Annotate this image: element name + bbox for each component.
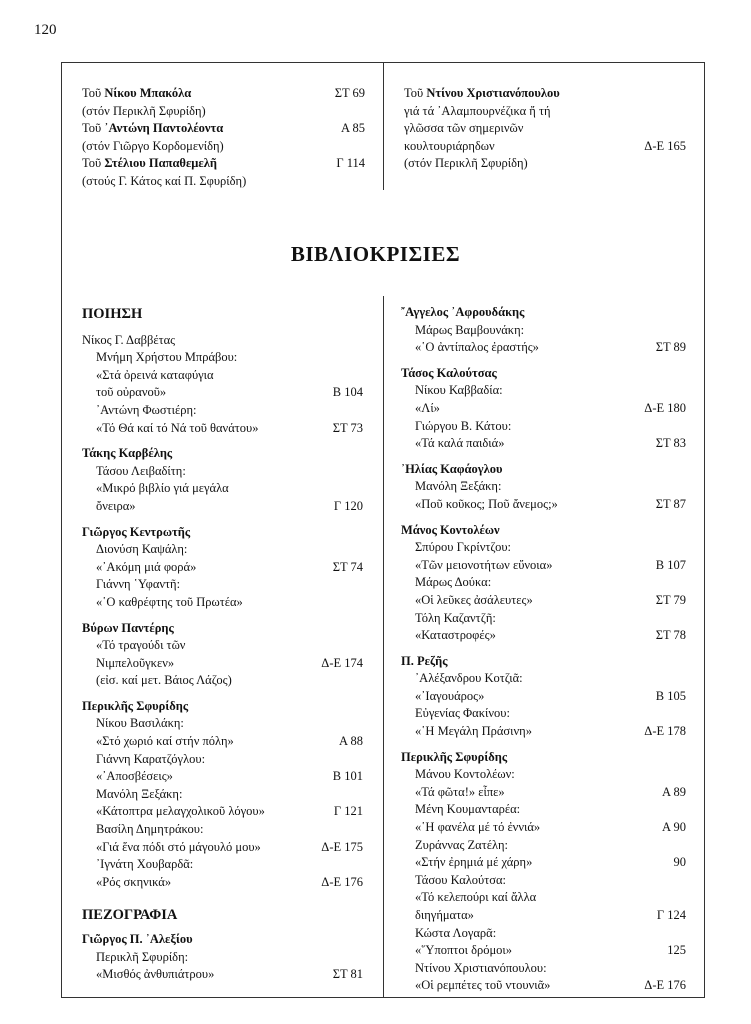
- issue-reference: Δ-Ε 175: [321, 839, 363, 854]
- entry-row: [401, 574, 686, 592]
- dedication-text: (στόν Περικλῆ Σφυρίδη): [404, 156, 528, 171]
- entry-row: [401, 960, 686, 978]
- page-title: ΒΙΒΛΙΟΚΡΙΣΙΕΣ: [290, 242, 461, 266]
- entry-row: [401, 478, 686, 496]
- entry-row: [82, 498, 363, 516]
- issue-reference: Δ-Ε 176: [321, 874, 363, 889]
- entry-row: [401, 854, 686, 872]
- entry-row: [82, 821, 363, 839]
- entry-row: [401, 942, 686, 960]
- reviewed-work: «Καταστροφές»: [415, 628, 496, 643]
- reviewed-work: Διονύση Καψάλη:: [96, 542, 188, 557]
- entry-row: [82, 402, 363, 420]
- entry-row: [401, 907, 686, 925]
- reviewer-name: Περικλῆς Σφυρίδης: [401, 749, 508, 764]
- reviewer-name: Βύρων Παντέρης: [82, 620, 174, 635]
- dedication-text: (στόν Περικλῆ Σφυρίδη): [82, 103, 206, 118]
- reviewer-name: Γιῶργος Κεντρωτῆς: [82, 524, 191, 539]
- left-column: [82, 306, 363, 984]
- entry-row: [401, 784, 686, 802]
- reviewed-work: Σπύρου Γκρίντζου:: [415, 540, 512, 555]
- entry-row: [404, 103, 686, 121]
- top-column-divider: [383, 62, 384, 190]
- entry-row: [82, 803, 363, 821]
- section-heading-prose: ΠΕΖΟΓΡΑΦΙΑ: [82, 907, 178, 924]
- reviewed-work: Μένη Κουμανταρέα:: [415, 802, 521, 817]
- dedication-author: [404, 85, 686, 103]
- entry-row: [82, 715, 363, 733]
- reviewer-name: Περικλῆς Σφυρίδης: [82, 698, 189, 713]
- issue-reference: Α 88: [339, 734, 363, 749]
- entry-row: [401, 766, 686, 784]
- reviewed-work: «Στό χωριό καί στήν πόλη»: [96, 734, 234, 749]
- reviewed-work: «Οἱ ρεμπέτες τοῦ ντουνιᾶ»: [415, 978, 551, 993]
- entry-row: [401, 557, 686, 575]
- dedication-name: Ντίνου Χριστιανόπουλου: [426, 86, 560, 100]
- entry-row: [82, 559, 363, 577]
- reviewed-work: Νιμπελοῦγκεν»: [96, 655, 175, 670]
- reviewed-work: ὄνειρα»: [96, 498, 136, 513]
- reviewer-name: Μάνος Κοντολέων: [401, 522, 500, 537]
- dedication-author: [82, 155, 330, 173]
- reviewed-work: Μανόλη Ξεξάκη:: [415, 479, 502, 494]
- issue-reference: Γ 114: [336, 156, 365, 171]
- page-number: 120: [34, 22, 57, 38]
- issue-reference: ΣΤ 73: [332, 420, 363, 435]
- issue-reference: Δ-Ε 176: [644, 978, 686, 993]
- issue-reference: ΣΤ 83: [655, 436, 686, 451]
- reviewer-name: Νίκος Γ. Δαββέτας: [82, 332, 176, 347]
- entry-row: [82, 173, 365, 191]
- issue-reference: ΣΤ 69: [334, 86, 365, 100]
- entry-row: [401, 670, 686, 688]
- entry-row: [404, 155, 686, 173]
- reviewed-work: «Ποῦ κοῦκος; Ποῦ ἄνεμος;»: [415, 496, 558, 511]
- reviewed-work: (εἰσ. καί μετ. Βάιος Λάζος): [96, 673, 232, 688]
- dedication-author: [82, 120, 335, 138]
- reviewed-work: Ζυράννας Ζατέλη:: [415, 837, 508, 852]
- entry-row: [82, 594, 363, 612]
- entry-row: [401, 837, 686, 855]
- issue-reference: ΣΤ 78: [655, 628, 686, 643]
- issue-reference: Δ-Ε 174: [321, 655, 363, 670]
- poetry-entries: [82, 332, 363, 892]
- dedication-row: [82, 120, 365, 138]
- reviewer-name: ῎Αγγελος ᾿Αφρουδάκης: [401, 305, 525, 319]
- reviewed-work: Περικλῆ Σφυρίδη:: [96, 949, 189, 964]
- reviewed-work: «Οἱ λεῦκες ἀσάλευτες»: [415, 592, 533, 607]
- entry-row: [404, 138, 686, 156]
- issue-reference: Δ-Ε 165: [644, 138, 686, 153]
- reviewed-work: «Κάτοπτρα μελαγχολικοῦ λόγου»: [96, 804, 265, 819]
- reviewed-work: ᾿Αλέξανδρου Κοτζιᾶ:: [415, 671, 523, 686]
- reviewed-work: «Τά φῶτα!» εἶπε»: [415, 784, 505, 799]
- entry-row: [404, 120, 686, 138]
- reviewed-work: Γιάννη ῾Υφαντῆ:: [96, 577, 181, 592]
- issue-reference: ΣΤ 87: [655, 496, 686, 511]
- reviewed-work: Νίκου Βασιλάκη:: [96, 716, 184, 731]
- entry-row: [82, 480, 363, 498]
- reviewed-work: Εὐγενίας Φακίνου:: [415, 706, 510, 721]
- reviewed-work: «᾿Ιαγουάρος»: [415, 688, 485, 703]
- reviewed-work: «Ρός σκηνικά»: [96, 874, 172, 889]
- entry-row: [401, 539, 686, 557]
- issue-reference: Δ-Ε 178: [644, 724, 686, 739]
- issue-reference: ΣΤ 81: [332, 967, 363, 982]
- entry-row: [401, 723, 686, 741]
- entry-row: [82, 768, 363, 786]
- dedication-text: γιά τά ᾿Αλαμπουρνέζικα ἤ τή: [404, 103, 551, 118]
- entry-row: [401, 435, 686, 453]
- entry-row: [401, 872, 686, 890]
- entry-row: [82, 576, 363, 594]
- reviewed-work: «῞Υποπτοι δρόμοι»: [415, 943, 513, 958]
- reviewed-work: Τάσου Λειβαδίτη:: [96, 463, 186, 478]
- dedication-prefix: Τοῦ: [404, 86, 427, 100]
- dedication-name: Νίκου Μπακόλα: [104, 86, 192, 100]
- reviewed-work: «Τό Θά καί τό Νά τοῦ θανάτου»: [96, 420, 259, 435]
- entry-row: [401, 688, 686, 706]
- reviewed-work: Βασίλη Δημητράκου:: [96, 822, 204, 837]
- issue-reference: Δ-Ε 180: [644, 400, 686, 415]
- issue-reference: Α 89: [662, 784, 686, 799]
- entry-row: [82, 384, 363, 402]
- dedication-author: [82, 85, 329, 103]
- entry-row: [82, 541, 363, 559]
- dedications-right: [404, 85, 686, 173]
- dedication-name: ᾿Αντώνη Παντολέοντα: [104, 121, 224, 136]
- issue-reference: ΣΤ 89: [655, 340, 686, 355]
- reviewed-work: Γιώργου Β. Κάτου:: [415, 418, 512, 433]
- reviewer-name: Τάσος Καλούτσας: [401, 365, 497, 380]
- reviewer-name: Τάκης Καρβέλης: [82, 446, 173, 461]
- reviewed-work: τοῦ οὐρανοῦ»: [96, 385, 167, 400]
- dedication-text: κουλτουριάρηδων: [404, 138, 495, 153]
- entry-row: [401, 418, 686, 436]
- reviewed-work: Μάρως Δούκα:: [415, 575, 492, 590]
- reviewed-work: ᾿Αντώνη Φωστιέρη:: [96, 402, 197, 417]
- reviewed-work: «῾Η Μεγάλη Πράσινη»: [415, 724, 532, 739]
- reviewed-work: Τάσου Καλούτσα:: [415, 872, 507, 887]
- reviewed-work: «᾿Ακόμη μιά φορά»: [96, 559, 197, 574]
- reviewed-work: διηγήματα»: [415, 908, 474, 922]
- reviewed-work: «Στήν ἐρημιά μέ χάρη»: [415, 855, 533, 870]
- reviewed-work: Νίκου Καββαδία:: [415, 383, 503, 398]
- reviewed-work: Μνήμη Χρήστου Μπράβου:: [96, 350, 238, 365]
- reviewed-work: «Τῶν μειονοτήτων εὔνοια»: [415, 557, 553, 572]
- entry-row: [82, 949, 363, 967]
- issue-reference: 90: [673, 855, 686, 870]
- entry-row: [401, 496, 686, 514]
- reviewed-work: Γιάννη Καρατζόγλου:: [96, 751, 206, 766]
- entry-row: [82, 367, 363, 385]
- entry-row: [82, 463, 363, 481]
- reviewed-work: Ντίνου Χριστιανόπουλου:: [415, 960, 547, 975]
- dedication-text: (στούς Γ. Κάτος καί Π. Σφυρίδη): [82, 173, 247, 188]
- issue-reference: ΣΤ 79: [655, 592, 686, 607]
- entry-row: [401, 801, 686, 819]
- reviewed-work: «Τά καλά παιδιά»: [415, 436, 505, 451]
- entry-row: [82, 637, 363, 655]
- reviewed-work: «Μισθός ἀνθυπιάτρου»: [96, 967, 215, 982]
- reviewed-work: «῾Η φανέλα μέ τό ἐννιά»: [415, 820, 541, 835]
- bottom-column-divider: [383, 296, 384, 998]
- right-column: [401, 304, 686, 995]
- reviewed-work: ᾿Ιγνάτη Χουβαρδᾶ:: [96, 857, 194, 872]
- entry-row: [82, 874, 363, 892]
- entry-row: [82, 103, 365, 121]
- reviewed-work: «Μικρό βιβλίο γιά μεγάλα: [96, 481, 229, 496]
- reviewed-work: Μάρως Βαμβουνάκη:: [415, 322, 525, 337]
- entry-row: [82, 856, 363, 874]
- reviewer-name: Π. Ρεζῆς: [401, 653, 448, 668]
- dedications-left: [82, 85, 365, 191]
- issue-reference: Β 101: [332, 769, 363, 784]
- entry-row: [401, 382, 686, 400]
- reviewer-name: Γιῶργος Π. ᾿Αλεξίου: [82, 932, 193, 946]
- issue-reference: Γ 121: [333, 804, 363, 819]
- reviewed-work: «῾Ο καθρέφτης τοῦ Πρωτέα»: [96, 594, 243, 609]
- issue-reference: Β 104: [332, 385, 363, 400]
- reviewer-name: ᾿Ηλίας Καφάογλου: [401, 461, 503, 476]
- reviewed-work: «Λί»: [415, 400, 440, 415]
- dedication-prefix: Τοῦ: [82, 156, 105, 171]
- entry-row: [82, 655, 363, 673]
- dedication-name: Στέλιου Παπαθεμελῆ: [104, 156, 217, 171]
- review-entries: [401, 304, 686, 995]
- issue-reference: Γ 124: [656, 908, 686, 922]
- reviewed-work: Κώστα Λογαρᾶ:: [415, 925, 497, 940]
- dedication-row: [82, 155, 365, 173]
- entry-row: [401, 400, 686, 418]
- entry-row: [82, 786, 363, 804]
- reviewed-work: «Τό κελεπούρι καί ἄλλα: [415, 890, 537, 905]
- prose-entries: [82, 931, 363, 984]
- reviewed-work: «Τό τραγούδι τῶν: [96, 638, 186, 653]
- reviewed-work: «Στά ὀρεινά καταφύγια: [96, 367, 214, 382]
- entry-row: [401, 592, 686, 610]
- reviewed-work: «᾿Αποσβέσεις»: [96, 769, 173, 784]
- entry-row: [401, 322, 686, 340]
- issue-reference: Β 105: [655, 688, 686, 703]
- reviewed-work: Μάνου Κοντολέων:: [415, 767, 515, 782]
- dedication-text: (στόν Γιῶργο Κορδομενίδη): [82, 138, 224, 153]
- reviewed-work: «῾Ο ἀντίπαλος ἐραστής»: [415, 340, 539, 355]
- entry-row: [401, 627, 686, 645]
- entry-row: [82, 420, 363, 438]
- entry-row: [401, 339, 686, 357]
- entry-row: [82, 138, 365, 156]
- reviewed-work: «Γιά ἕνα πόδι στό μάγουλό μου»: [96, 839, 261, 854]
- entry-row: [82, 966, 363, 984]
- entry-row: [401, 925, 686, 943]
- dedication-row: [404, 85, 686, 103]
- issue-reference: Β 107: [655, 557, 686, 572]
- dedication-text: γλῶσσα τῶν σημερινῶν: [404, 121, 524, 136]
- entry-row: [82, 733, 363, 751]
- dedication-row: [82, 85, 365, 103]
- entry-row: [401, 819, 686, 837]
- reviewed-work: Μανόλη Ξεξάκη:: [96, 786, 183, 801]
- entry-row: [82, 751, 363, 769]
- entry-row: [401, 977, 686, 995]
- issue-reference: ΣΤ 74: [332, 559, 363, 574]
- issue-reference: Α 90: [662, 820, 686, 835]
- issue-reference: 125: [667, 943, 686, 958]
- entry-row: [82, 672, 363, 690]
- entry-row: [82, 839, 363, 857]
- entry-row: [401, 610, 686, 628]
- issue-reference: Γ 120: [333, 498, 363, 513]
- entry-row: [401, 889, 686, 907]
- entry-row: [401, 705, 686, 723]
- reviewed-work: Τόλη Καζαντζῆ:: [415, 610, 496, 625]
- issue-reference: Α 85: [341, 121, 365, 136]
- dedication-prefix: Τοῦ: [82, 121, 105, 136]
- entry-row: [82, 349, 363, 367]
- dedication-prefix: Τοῦ: [82, 86, 105, 100]
- section-heading-poetry: ΠΟΙΗΣΗ: [82, 306, 143, 322]
